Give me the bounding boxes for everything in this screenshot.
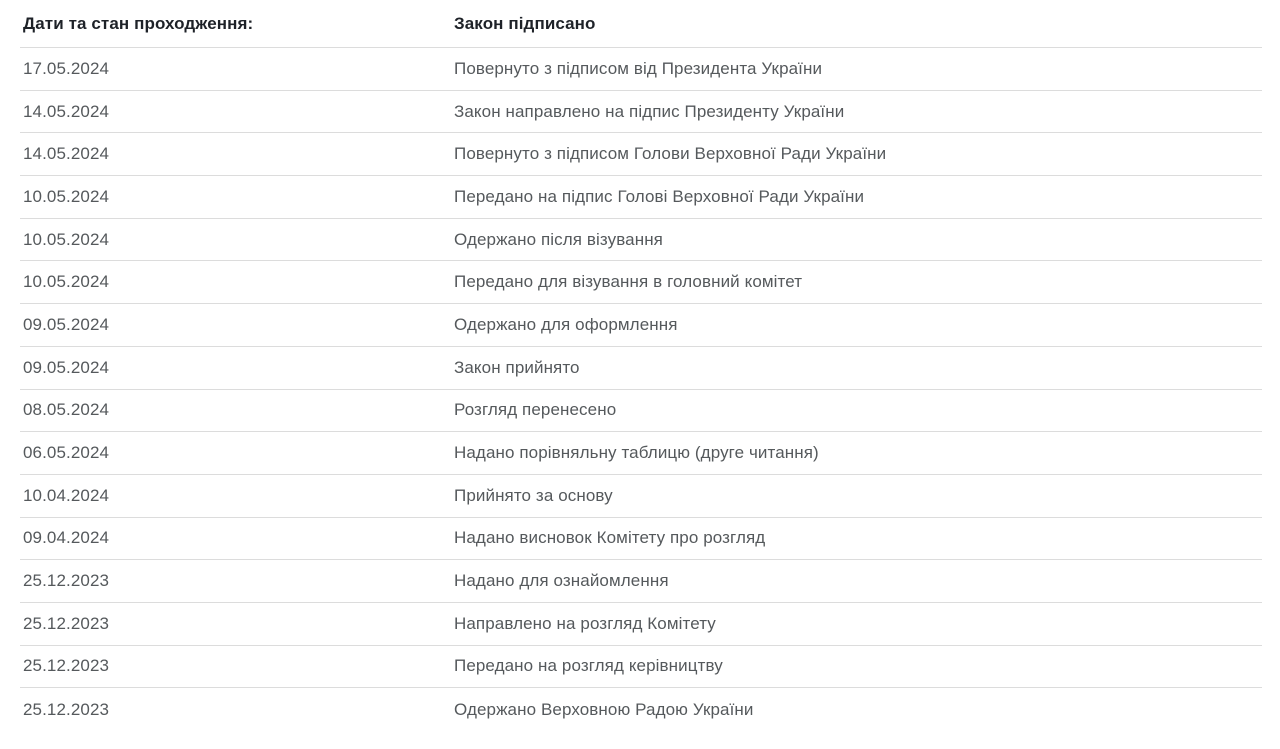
table-row — [20, 560, 1262, 603]
date-cell: 10.05.2024 — [23, 272, 110, 292]
date-cell: 09.05.2024 — [23, 314, 110, 334]
table-row — [20, 347, 1262, 390]
date-cell: 17.05.2024 — [23, 58, 110, 78]
date-cell: 10.05.2024 — [23, 186, 110, 206]
table-row — [20, 518, 1262, 561]
status-cell: Прийнято за основу — [454, 485, 613, 505]
table-header-row — [20, 0, 1262, 48]
status-cell: Надано для ознайомлення — [454, 571, 669, 591]
status-cell: Одержано для оформлення — [454, 314, 678, 334]
status-cell: Передано на підпис Голові Верховної Ради України — [454, 186, 865, 206]
table-row — [20, 688, 1262, 731]
table-row — [20, 91, 1262, 134]
status-cell: Одержано Верховною Радою України — [454, 699, 754, 719]
date-cell: 25.12.2023 — [23, 571, 110, 591]
date-cell: 25.12.2023 — [23, 613, 110, 633]
status-cell: Повернуто з підписом Голови Верховної Ради України — [454, 144, 887, 164]
table-row — [20, 48, 1262, 91]
law-passage-table — [20, 0, 1262, 731]
table-row — [20, 432, 1262, 475]
status-cell: Закон направлено на підпис Президенту України — [454, 101, 845, 121]
table-row — [20, 603, 1262, 646]
date-cell: 06.05.2024 — [23, 443, 110, 463]
date-cell: 10.05.2024 — [23, 229, 110, 249]
table-row — [20, 390, 1262, 433]
status-cell: Передано на розгляд керівництву — [454, 656, 723, 676]
date-cell: 25.12.2023 — [23, 656, 110, 676]
table-row — [20, 304, 1262, 347]
status-cell: Закон прийнято — [454, 357, 580, 377]
date-cell: 14.05.2024 — [23, 101, 110, 121]
status-cell: Одержано після візування — [454, 229, 663, 249]
status-column-header: Закон підписано — [454, 13, 596, 33]
table-row — [20, 176, 1262, 219]
status-cell: Передано для візування в головний комітет — [454, 272, 803, 292]
date-cell: 09.04.2024 — [23, 528, 110, 548]
dates-column-header: Дати та стан проходження: — [23, 13, 254, 33]
status-cell: Повернуто з підписом від Президента України — [454, 58, 823, 78]
date-cell: 25.12.2023 — [23, 699, 110, 719]
date-cell: 14.05.2024 — [23, 144, 110, 164]
date-cell: 08.05.2024 — [23, 400, 110, 420]
table-row — [20, 261, 1262, 304]
status-cell: Надано висновок Комітету про розгляд — [454, 528, 766, 548]
table-body — [20, 48, 1262, 731]
status-cell: Розгляд перенесено — [454, 400, 617, 420]
date-cell: 10.04.2024 — [23, 485, 110, 505]
table-row — [20, 219, 1262, 262]
table-row — [20, 646, 1262, 689]
date-cell: 09.05.2024 — [23, 357, 110, 377]
table-row — [20, 133, 1262, 176]
table-row — [20, 475, 1262, 518]
status-cell: Направлено на розгляд Комітету — [454, 613, 716, 633]
status-cell: Надано порівняльну таблицю (друге читання) — [454, 443, 819, 463]
